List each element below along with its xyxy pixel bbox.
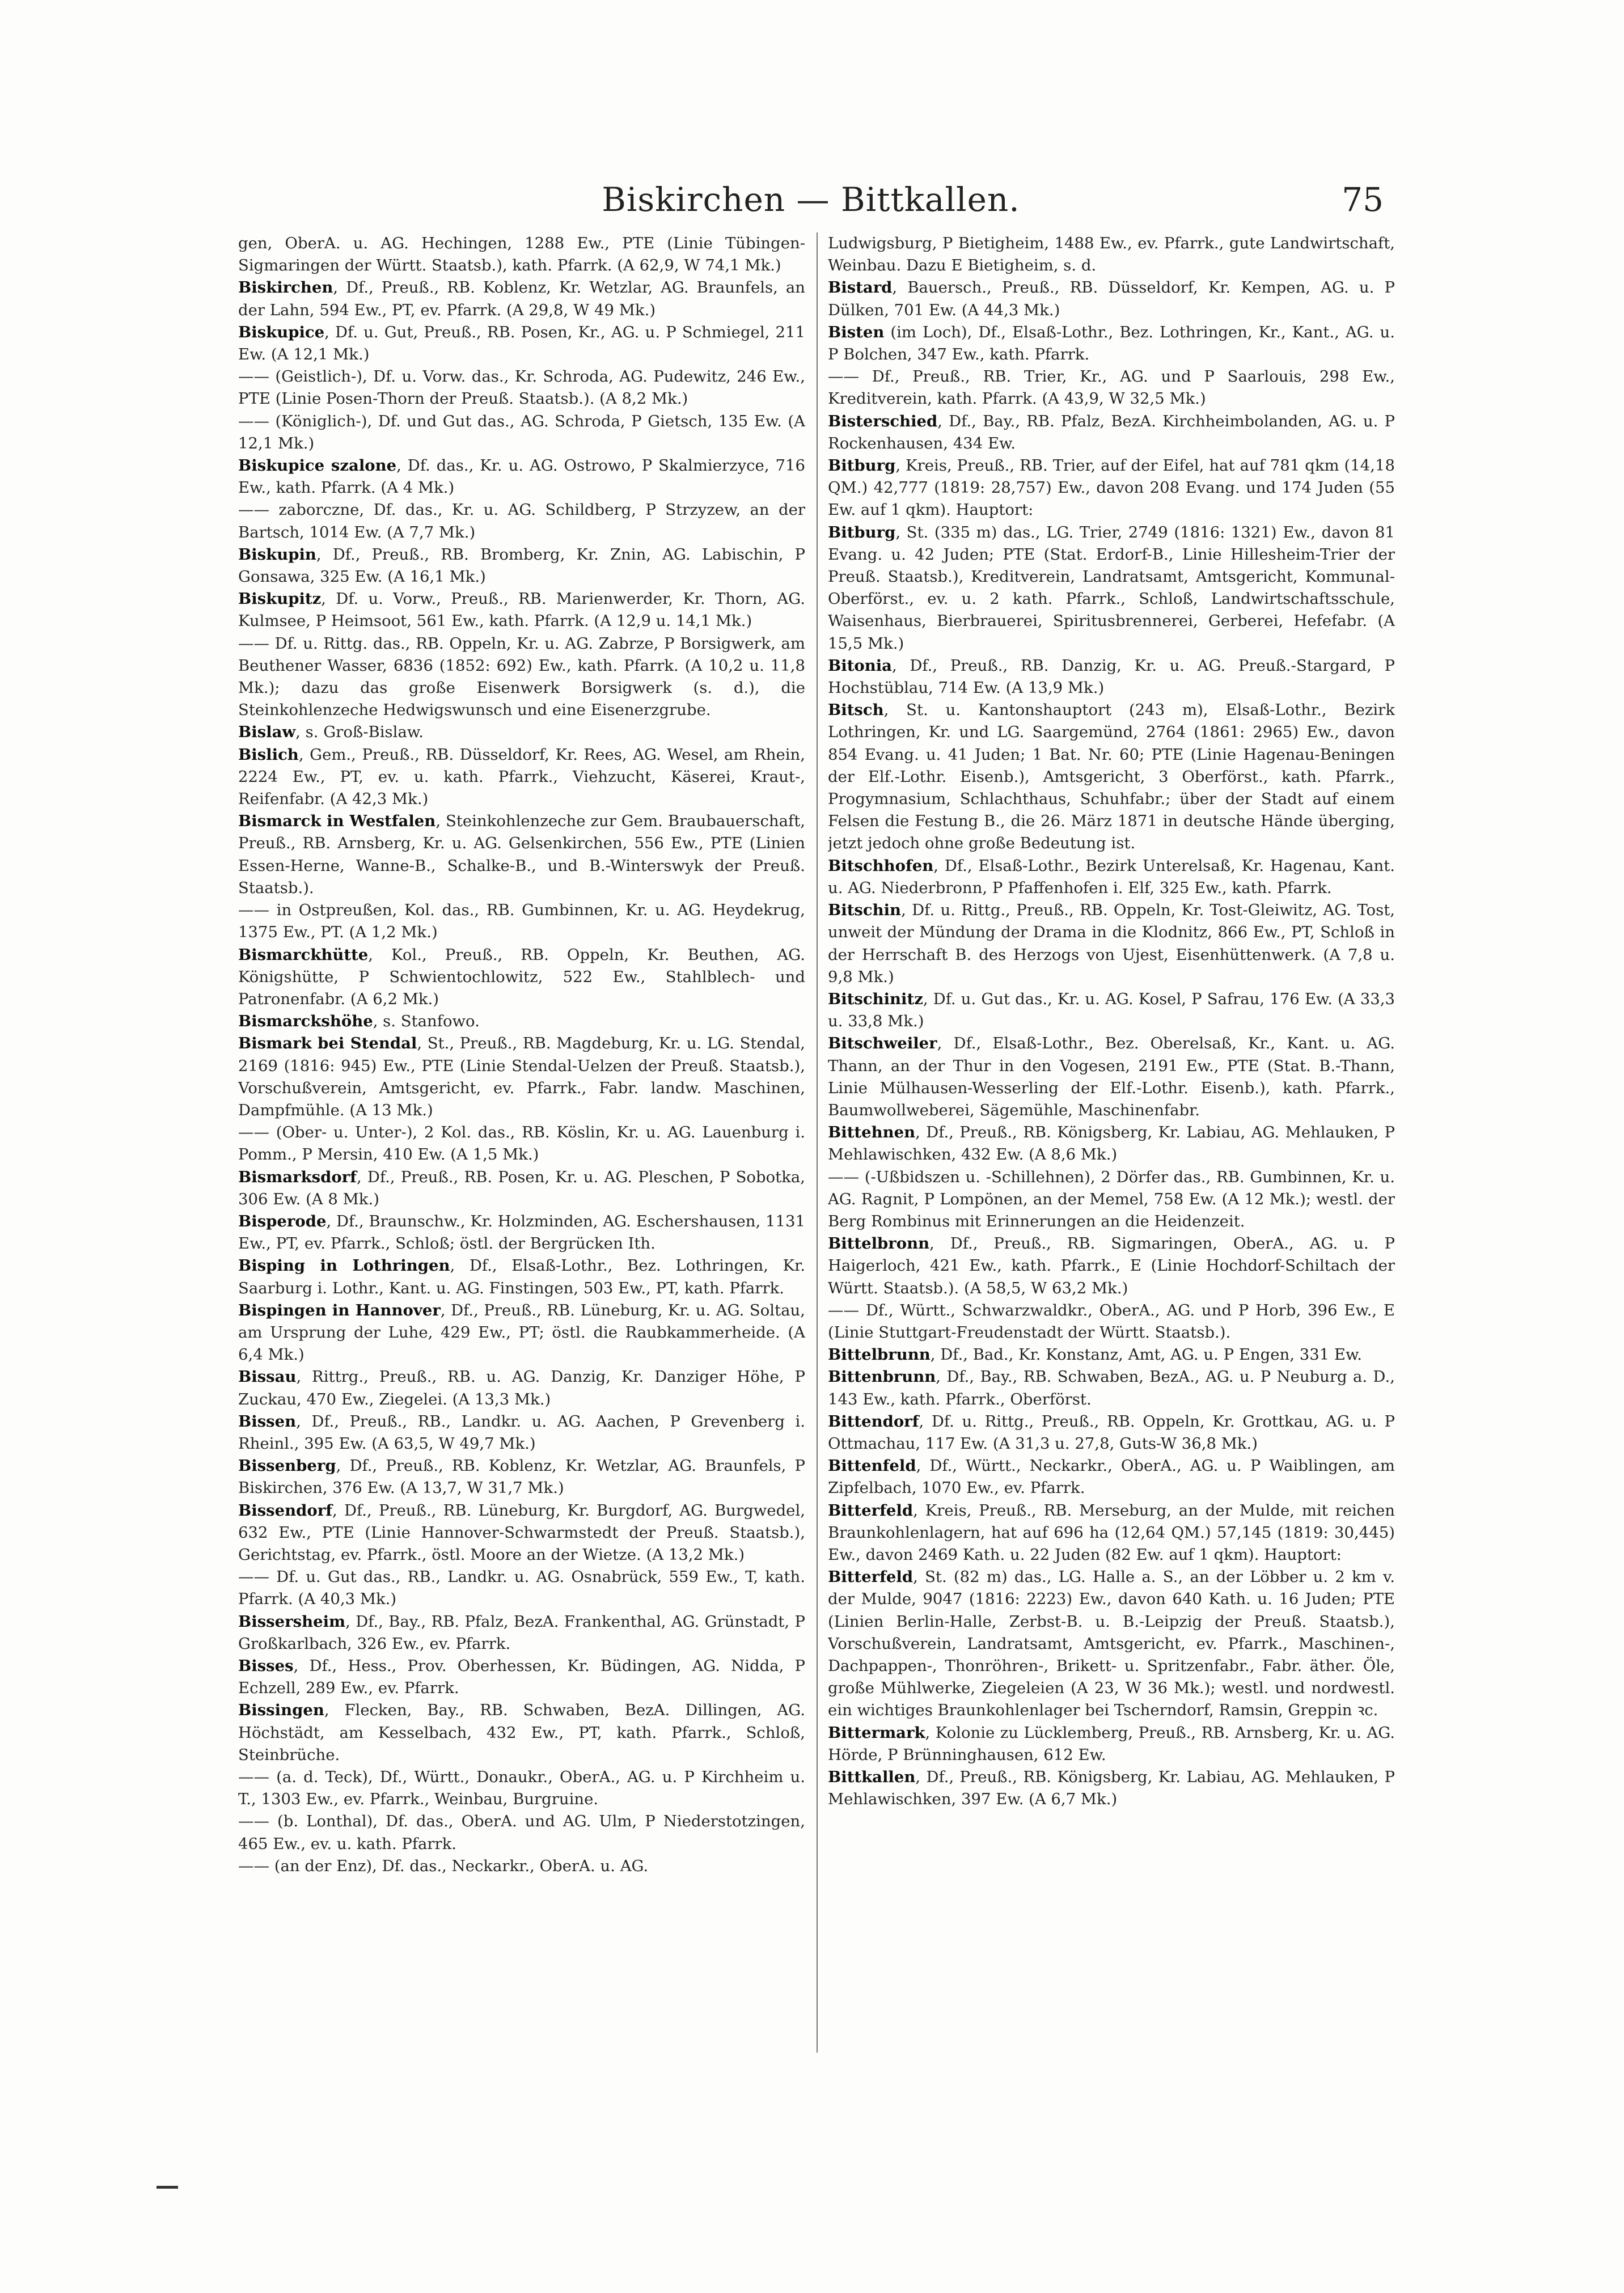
entry-headword: Bitsch xyxy=(828,701,884,720)
entry-headword: Bitburg xyxy=(828,456,896,475)
gazetteer-entry xyxy=(828,366,1395,410)
entry-text: , Df., Bay., RB. Pfalz, BezA. Kirchheimbolanden, AG. u. P Rockenhausen, 434 Ew. xyxy=(828,412,1395,452)
entry-headword: Bitterfeld xyxy=(828,1501,914,1520)
gazetteer-entry xyxy=(238,366,805,410)
gazetteer-entry xyxy=(238,1810,805,1855)
entry-headword: Bitburg xyxy=(828,523,896,541)
gazetteer-entry xyxy=(238,1033,805,1122)
gazetteer-entry xyxy=(828,1411,1395,1455)
entry-headword: Bisses xyxy=(238,1657,294,1675)
entry-headword: Bismarckhütte xyxy=(238,945,369,964)
page-number: 75 xyxy=(1342,180,1384,219)
entry-text: , Df., Hess., Prov. Oberhessen, Kr. Büdingen, AG. Nidda, P Echzell, 289 Ew., ev. Pfarrk. xyxy=(238,1657,805,1698)
margin-mark xyxy=(157,2186,178,2189)
entry-headword: Bittenbrunn xyxy=(828,1368,936,1386)
entry-text: , St. (335 m) das., LG. Trier, 2749 (1816: 1321) Ew., davon 81 Evang. u. 42 Juden; PTE (Stat. Erdorf-B., Linie Hillesheim-Trier der Preuß. Staatsb.), Kreditverein, Landratsamt, Amtsgericht, Kommunal-Oberförst., ev. u. 2 kath. Pfarrk., Schloß, Landwirtschaftsschule, Waisenhaus, Bierbrauerei, Spiritusbrennerei, Gerberei, Hefefabr. (A 15,5 Mk.) xyxy=(828,523,1395,653)
entry-text: , Steinkohlenzeche zur Gem. Braubauerschaft, Preuß., RB. Arnsberg, Kr. u. AG. Gelsenkirchen, 556 Ew., PTE (Linien Essen-Herne, Wanne-B., Schalke-B., und B.-Winterswyk der Preuß. Staatsb.). xyxy=(238,812,805,897)
entry-text: , s. Stanfowo. xyxy=(373,1012,480,1031)
entry-text: , Df., Braunschw., Kr. Holzminden, AG. Eschershausen, 1131 Ew., PT, ev. Pfarrk., Schloß; östl. der Bergrücken Ith. xyxy=(238,1212,805,1253)
entry-headword: Bitschinitz xyxy=(828,989,923,1008)
entry-text: , Df., Preuß., RB., Landkr. u. AG. Aachen, P Grevenberg i. Rheinl., 395 Ew. (A 63,5, W 49,7 Mk.) xyxy=(238,1412,805,1453)
gazetteer-entry xyxy=(238,1166,805,1211)
entry-headword: Bittelbrunn xyxy=(828,1346,931,1364)
entry-text: —— zaborczne, Df. das., Kr. u. AG. Schildberg, P Strzyzew, an der Bartsch, 1014 Ew. (A 7,7 Mk.) xyxy=(238,501,805,541)
entry-headword: Bislich xyxy=(238,745,299,764)
gazetteer-entry xyxy=(828,1166,1395,1233)
entry-headword: Bispingen in Hannover xyxy=(238,1301,441,1319)
entry-headword: Bisterschied xyxy=(828,412,938,430)
entry-text: , Df. u. Rittg., Preuß., RB. Oppeln, Kr. Tost-Gleiwitz, AG. Tost, unweit der Mündung der Drama in die Klodnitz, 866 Ew., PT, Schloß in der Herrschaft B. des Herzogs von Ujest, Eisenhüttenwerk. (A 7,8 u. 9,8 Mk.) xyxy=(828,901,1395,986)
gazetteer-entry xyxy=(238,1766,805,1810)
entry-text: , Df. u. Vorw., Preuß., RB. Marienwerder, Kr. Thorn, AG. Kulmsee, P Heimsoot, 561 Ew., kath. Pfarrk. (A 12,9 u. 14,1 Mk.) xyxy=(238,590,805,631)
gazetteer-entry xyxy=(828,1722,1395,1766)
column-divider xyxy=(817,232,818,2053)
running-title: Biskirchen — Bittkallen. xyxy=(602,180,1020,219)
gazetteer-entry xyxy=(238,1699,805,1766)
gazetteer-entry xyxy=(828,455,1395,522)
left-column xyxy=(238,232,805,2104)
gazetteer-entry xyxy=(238,810,805,899)
gazetteer-entry xyxy=(238,455,805,499)
entry-headword: Bittermark xyxy=(828,1723,925,1742)
entry-text: —— (Ober- u. Unter-), 2 Kol. das., RB. Köslin, Kr. u. AG. Lauenburg i. Pomm., P Mersin, 410 Ew. (A 1,5 Mk.) xyxy=(238,1123,805,1164)
gazetteer-entry xyxy=(238,1611,805,1655)
gazetteer-entry xyxy=(238,944,805,1011)
entry-headword: Bistard xyxy=(828,278,893,297)
gazetteer-entry xyxy=(828,988,1395,1033)
entry-text: —— Df., Württ., Schwarzwaldkr., OberA., AG. und P Horb, 396 Ew., E (Linie Stuttgart-Freudenstadt der Württ. Staatsb.). xyxy=(828,1301,1395,1342)
gazetteer-entry xyxy=(828,1566,1395,1721)
entry-text: , Flecken, Bay., RB. Schwaben, BezA. Dillingen, AG. Höchstädt, am Kesselbach, 432 Ew., PT, kath. Pfarrk., Schloß, Steinbrüche. xyxy=(238,1701,805,1764)
gazetteer-entry xyxy=(238,277,805,321)
entry-text: —— in Ostpreußen, Kol. das., RB. Gumbinnen, Kr. u. AG. Heydekrug, 1375 Ew., PT. (A 1,2 Mk.) xyxy=(238,901,805,942)
entry-text: , Kreis, Preuß., RB. Trier, auf der Eifel, hat auf 781 qkm (14,18 QM.) 42,777 (1819: 28,757) Ew., davon 208 Evang. und 174 Juden (55 Ew. auf 1 qkm). Hauptort: xyxy=(828,456,1395,519)
entry-text: —— (b. Lonthal), Df. das., OberA. und AG. Ulm, P Niederstotzingen, 465 Ew., ev. u. kath. Pfarrk. xyxy=(238,1812,805,1853)
entry-text: , St. (82 m) das., LG. Halle a. S., an der Löbber u. 2 km v. der Mulde, 9047 (1816: 2223) Ew., davon 640 Kath. u. 16 Juden; PTE (Linien Berlin-Halle, Zerbst-B. u. B.-Leipzig der Preuß. Staatsb.), Vorschußverein, Landratsamt, Amtsgericht, ev. Pfarrk., Maschinen-, Dachpappen-, Thonröhren-, Brikett- u. Spritzenfabr., Fabr. äther. Öle, große Mühlwerke, Ziegeleien (A 23, W 36 Mk.); westl. und nordwestl. ein wichtiges Braunkohlenlager bei Tscherndorf, Ramsin, Greppin ꝛc. xyxy=(828,1568,1395,1720)
entry-headword: Bittenfeld xyxy=(828,1457,916,1475)
gazetteer-entry xyxy=(828,899,1395,988)
entry-headword: Bitschin xyxy=(828,901,902,920)
gazetteer-entry xyxy=(238,1500,805,1567)
entry-headword: Bisperode xyxy=(238,1212,327,1230)
gazetteer-entry xyxy=(828,1344,1395,1366)
gazetteer-entry xyxy=(238,744,805,811)
entry-text: —— (Geistlich-), Df. u. Vorw. das., Kr. Schroda, AG. Pudewitz, 246 Ew., PTE (Linie Posen-Thorn der Preuß. Staatsb.). (A 8,2 Mk.) xyxy=(238,367,805,408)
entry-text: , Df., Preuß., RB. Posen, Kr. u. AG. Pleschen, P Sobotka, 306 Ew. (A 8 Mk.) xyxy=(238,1167,805,1208)
entry-headword: Bitterfeld xyxy=(828,1568,914,1587)
gazetteer-entry xyxy=(238,544,805,588)
entry-text: —— (an der Enz), Df. das., Neckarkr., OberA. u. AG. xyxy=(238,1856,649,1875)
entry-text: , Bauersch., Preuß., RB. Düsseldorf, Kr. Kempen, AG. u. P Dülken, 701 Ew. (A 44,3 Mk.) xyxy=(828,278,1395,319)
entry-headword: Bismarckshöhe xyxy=(238,1012,373,1031)
gazetteer-entry xyxy=(238,588,805,632)
gazetteer-entry xyxy=(828,1455,1395,1499)
entry-text: —— (-Ußbidszen u. -Schillehnen), 2 Dörfer das., RB. Gumbinnen, Kr. u. AG. Ragnit, P Lompönen, an der Memel, 758 Ew. (A 12 Mk.); westl. der Berg Rombinus mit Erinnerungen an die Heidenzeit. xyxy=(828,1167,1395,1230)
gazetteer-entry xyxy=(238,1211,805,1255)
entry-text: gen, OberA. u. AG. Hechingen, 1288 Ew., PTE (Linie Tübingen-Sigmaringen der Württ. Staatsb.), kath. Pfarrk. (A 62,9, W 74,1 Mk.) xyxy=(238,234,805,275)
page-header xyxy=(238,180,1384,226)
entry-headword: Biskupice xyxy=(238,323,325,341)
entry-text: Ludwigsburg, P Bietigheim, 1488 Ew., ev. Pfarrk., gute Landwirtschaft, Weinbau. Dazu E Bietigheim, s. d. xyxy=(828,234,1395,275)
gazetteer-entry xyxy=(238,1300,805,1367)
entry-headword: Bismark bei Stendal xyxy=(238,1034,417,1053)
gazetteer-entry xyxy=(828,1500,1395,1567)
gazetteer-entry xyxy=(238,1455,805,1499)
gazetteer-entry xyxy=(828,1300,1395,1344)
gazetteer-entry xyxy=(828,655,1395,699)
gazetteer-entry xyxy=(828,232,1395,277)
entry-text: , Df., Elsaß-Lothr., Bez. Lothringen, Kr. Saarburg i. Lothr., Kant. u. AG. Finstingen, 503 Ew., PT, kath. Pfarrk. xyxy=(238,1257,805,1297)
entry-text: , Df., Elsaß-Lothr., Bezirk Unterelsaß, Kr. Hagenau, Kant. u. AG. Niederbronn, P Pfaffenhofen i. Elf, 325 Ew., kath. Pfarrk. xyxy=(828,856,1395,897)
gazetteer-entry xyxy=(828,321,1395,366)
gazetteer-entry xyxy=(828,411,1395,455)
entry-text: —— Df. u. Rittg. das., RB. Oppeln, Kr. u. AG. Zabrze, P Borsigwerk, am Beuthener Wasser, 6836 (1852: 692) Ew., kath. Pfarrk. (A 10,2 u. 11,8 Mk.); dazu das große Eisenwerk Borsigwerk (s. d.), die Steinkohlenzeche Hedwigswunsch und eine Eisenerzgrube. xyxy=(238,634,805,720)
entry-text: , Df., Preuß., RB. Koblenz, Kr. Wetzlar, AG. Braunfels, an der Lahn, 594 Ew., PT, ev. Pfarrk. (A 29,8, W 49 Mk.) xyxy=(238,278,805,319)
entry-text: —— (Königlich-), Df. und Gut das., AG. Schroda, P Gietsch, 135 Ew. (A 12,1 Mk.) xyxy=(238,412,805,452)
entry-text: , Df., Preuß., RB. Danzig, Kr. u. AG. Preuß.-Stargard, P Hochstüblau, 714 Ew. (A 13,9 Mk.) xyxy=(828,656,1395,697)
entry-text: , Df., Preuß., RB. Königsberg, Kr. Labiau, AG. Mehlauken, P Mehlawischken, 397 Ew. (A 6,7 Mk.) xyxy=(828,1768,1395,1809)
entry-headword: Biskupitz xyxy=(238,590,322,608)
gazetteer-entry xyxy=(828,699,1395,854)
gazetteer-entry xyxy=(238,499,805,543)
entry-text: , Kol., Preuß., RB. Oppeln, Kr. Beuthen, AG. Königshütte, P Schwientochlowitz, 522 Ew., Stahlblech- und Patronenfabr. (A 6,2 Mk.) xyxy=(238,945,805,1008)
gazetteer-entry xyxy=(238,1411,805,1455)
entry-text: , s. Groß-Bislaw. xyxy=(295,723,424,742)
entry-text: (im Loch), Df., Elsaß-Lothr., Bez. Lothringen, Kr., Kant., AG. u. P Bolchen, 347 Ew., kath. Pfarrk. xyxy=(828,323,1395,364)
entry-headword: Bissau xyxy=(238,1368,297,1386)
gazetteer-entry xyxy=(238,1010,805,1033)
entry-headword: Bissendorf xyxy=(238,1501,333,1520)
entry-text: , Df., Elsaß-Lothr., Bez. Oberelsaß, Kr., Kant. u. AG. Thann, an der Thur in den Vogesen, 2191 Ew., PTE (Stat. B.-Thann, Linie Mülhausen-Wesserling der Elf.-Lothr. Eisenb.), kath. Pfarrk., Baumwollweberei, Sägemühle, Maschinenfabr. xyxy=(828,1034,1395,1119)
gazetteer-entry xyxy=(238,721,805,743)
gazetteer-entry xyxy=(238,321,805,366)
entry-headword: Bitschweiler xyxy=(828,1034,937,1053)
entry-text: , Kreis, Preuß., RB. Merseburg, an der Mulde, mit reichen Braunkohlenlagern, hat auf 696 ha (12,64 QM.) 57,145 (1819: 30,445) Ew., davon 2469 Kath. u. 22 Juden (82 Ew. auf 1 qkm). Hauptort: xyxy=(828,1501,1395,1564)
entry-headword: Bisten xyxy=(828,323,885,341)
entry-text: , Df., Württ., Neckarkr., OberA., AG. u. P Waiblingen, am Zipfelbach, 1070 Ew., ev. Pfarrk. xyxy=(828,1457,1395,1497)
entry-text: , Kolonie zu Lücklemberg, Preuß., RB. Arnsberg, Kr. u. AG. Hörde, P Brünninghausen, 612 Ew. xyxy=(828,1723,1395,1764)
entry-text: —— (a. d. Teck), Df., Württ., Donaukr., OberA., AG. u. P Kirchheim u. T., 1303 Ew., ev. Pfarrk., Weinbau, Burgruine. xyxy=(238,1768,805,1809)
entry-text: , Rittrg., Preuß., RB. u. AG. Danzig, Kr. Danziger Höhe, P Zuckau, 470 Ew., Ziegelei. (A 13,3 Mk.) xyxy=(238,1368,805,1408)
gazetteer-entry xyxy=(828,1366,1395,1410)
entry-text: , St. u. Kantonshauptort (243 m), Elsaß-Lothr., Bezirk Lothringen, Kr. und LG. Saargemünd, 2764 (1861: 2965) Ew., davon 854 Evang. u. 41 Juden; 1 Bat. Nr. 60; PTE (Linie Hagenau-Beningen der Elf.-Lothr. Eisenb.), Amtsgericht, 3 Oberförst., kath. Pfarrk., Progymnasium, Schlachthaus, Schuhfabr.; über der Stadt auf einem Felsen die Festung B., die 26. März 1871 in deutsche Hände überging, jetzt jedoch ohne große Bedeutung ist. xyxy=(828,701,1395,853)
entry-text: , Df. u. Gut, Preuß., RB. Posen, Kr., AG. u. P Schmiegel, 211 Ew. (A 12,1 Mk.) xyxy=(238,323,805,364)
entry-text: —— Df., Preuß., RB. Trier, Kr., AG. und P Saarlouis, 298 Ew., Kreditverein, kath. Pfarrk. (A 43,9, W 32,5 Mk.) xyxy=(828,367,1395,408)
entry-headword: Bissenberg xyxy=(238,1457,336,1475)
entry-text: , Df., Bay., RB. Schwaben, BezA., AG. u. P Neuburg a. D., 143 Ew., kath. Pfarrk., Oberförst. xyxy=(828,1368,1395,1408)
entry-text: , Df. u. Rittg., Preuß., RB. Oppeln, Kr. Grottkau, AG. u. P Ottmachau, 117 Ew. (A 31,3 u. 27,8, Guts-W 36,8 Mk.) xyxy=(828,1412,1395,1453)
gazetteer-entry xyxy=(238,1122,805,1166)
gazetteer-entry xyxy=(828,1122,1395,1166)
gazetteer-entry xyxy=(828,1033,1395,1122)
entry-headword: Bislaw xyxy=(238,723,296,742)
entry-headword: Bissersheim xyxy=(238,1612,346,1631)
gazetteer-entry xyxy=(238,1855,805,1877)
entry-text: , Df., Preuß., RB. Koblenz, Kr. Wetzlar, AG. Braunfels, P Biskirchen, 376 Ew. (A 13,7, W 31,7 Mk.) xyxy=(238,1457,805,1497)
gazetteer-entry xyxy=(828,1766,1395,1810)
entry-text: , Df., Preuß., RB. Sigmaringen, OberA., AG. u. P Haigerloch, 421 Ew., kath. Pfarrk., E (Linie Hochdorf-Schiltach der Württ. Staatsb.). (A 58,5, W 63,2 Mk.) xyxy=(828,1234,1395,1297)
gazetteer-entry xyxy=(828,1233,1395,1300)
entry-headword: Bittelbronn xyxy=(828,1234,930,1253)
gazetteer-entry xyxy=(828,277,1395,321)
entry-headword: Biskupin xyxy=(238,545,316,564)
gazetteer-entry xyxy=(238,411,805,455)
entry-headword: Bitschhofen xyxy=(828,856,934,875)
entry-headword: Bissingen xyxy=(238,1701,324,1720)
gazetteer-entry xyxy=(828,855,1395,899)
entry-headword: Bittendorf xyxy=(828,1412,919,1431)
gazetteer-entry xyxy=(238,1366,805,1410)
entry-text: —— Df. u. Gut das., RB., Landkr. u. AG. Osnabrück, 559 Ew., T, kath. Pfarrk. (A 40,3 Mk.) xyxy=(238,1568,805,1609)
entry-headword: Biskupice szalone xyxy=(238,456,397,475)
gazetteer-entry xyxy=(238,899,805,944)
gazetteer-entry xyxy=(828,522,1395,655)
entry-text: , Df., Preuß., RB. Königsberg, Kr. Labiau, AG. Mehlauken, P Mehlawischken, 432 Ew. (A 8,6 Mk.) xyxy=(828,1123,1395,1164)
entry-text: , Gem., Preuß., RB. Düsseldorf, Kr. Rees, AG. Wesel, am Rhein, 2224 Ew., PT, ev. u. kath. Pfarrk., Viehzucht, Käserei, Kraut-, Reifenfabr. (A 42,3 Mk.) xyxy=(238,745,805,809)
entry-text: , Df. u. Gut das., Kr. u. AG. Kosel, P Safrau, 176 Ew. (A 33,3 u. 33,8 Mk.) xyxy=(828,989,1395,1031)
entry-text: , Df., Preuß., RB. Lüneburg, Kr. u. AG. Soltau, am Ursprung der Luhe, 429 Ew., PT; östl. die Raubkammerheide. (A 6,4 Mk.) xyxy=(238,1301,805,1364)
entry-headword: Bisping in Lothringen xyxy=(238,1257,450,1275)
entry-headword: Bismarck in Westfalen xyxy=(238,812,436,831)
entry-text: , Df. das., Kr. u. AG. Ostrowo, P Skalmierzyce, 716 Ew., kath. Pfarrk. (A 4 Mk.) xyxy=(238,456,805,497)
entry-headword: Bismarksdorf xyxy=(238,1167,357,1186)
gazetteer-entry xyxy=(238,232,805,277)
right-column xyxy=(828,232,1395,2104)
entry-headword: Bittkallen xyxy=(828,1768,916,1787)
entry-headword: Bissen xyxy=(238,1412,297,1431)
entry-text: , St., Preuß., RB. Magdeburg, Kr. u. LG. Stendal, 2169 (1816: 945) Ew., PTE (Linie Stendal-Uelzen der Preuß. Staatsb.), Vorschußverein, Amtsgericht, ev. Pfarrk., Fabr. landw. Maschinen, Dampfmühle. (A 13 Mk.) xyxy=(238,1034,805,1119)
gazetteer-entry xyxy=(238,633,805,722)
entry-headword: Bittehnen xyxy=(828,1123,916,1142)
entry-headword: Bitonia xyxy=(828,656,892,675)
entry-text: , Df., Bad., Kr. Konstanz, Amt, AG. u. P Engen, 331 Ew. xyxy=(930,1346,1363,1364)
gazetteer-entry xyxy=(238,1566,805,1610)
gazetteer-entry xyxy=(238,1255,805,1299)
entry-text: , Df., Preuß., RB. Bromberg, Kr. Znin, AG. Labischin, P Gonsawa, 325 Ew. (A 16,1 Mk.) xyxy=(238,545,805,586)
gazetteer-entry xyxy=(238,1655,805,1699)
entry-text: , Df., Preuß., RB. Lüneburg, Kr. Burgdorf, AG. Burgwedel, 632 Ew., PTE (Linie Hannover-Schwarmstedt der Preuß. Staatsb.), Gerichtstag, ev. Pfarrk., östl. Moore an der Wietze. (A 13,2 Mk.) xyxy=(238,1501,805,1564)
entry-text: , Df., Bay., RB. Pfalz, BezA. Frankenthal, AG. Grünstadt, P Großkarlbach, 326 Ew., ev. Pfarrk. xyxy=(238,1612,805,1653)
entry-headword: Biskirchen xyxy=(238,278,333,297)
